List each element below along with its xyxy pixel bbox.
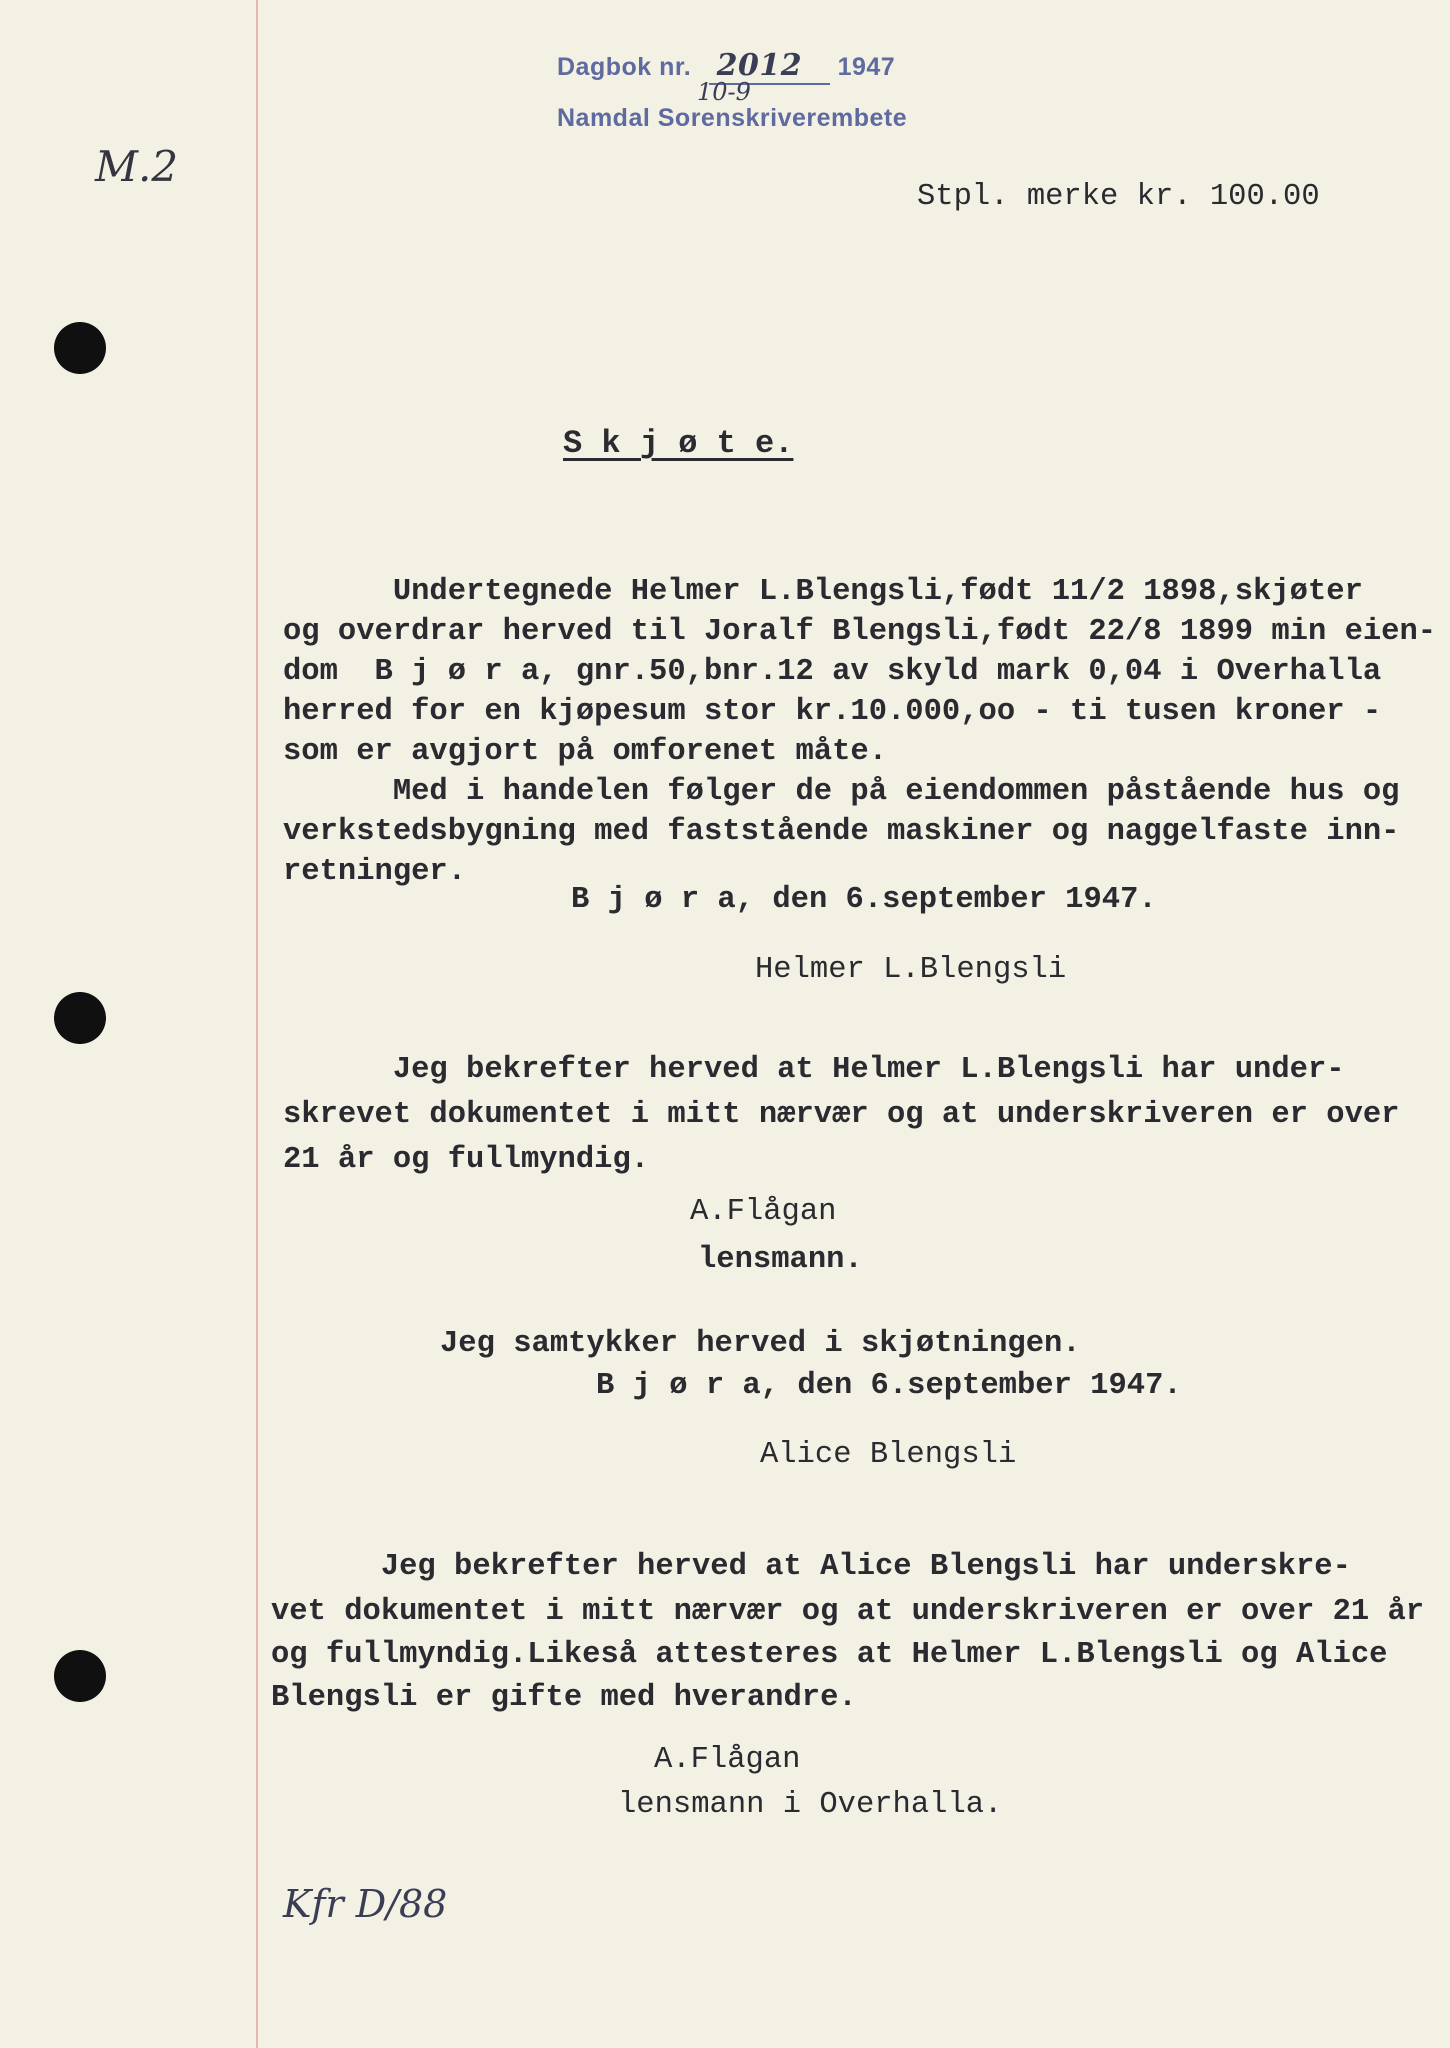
body-line: Blengsli er gifte med hverandre.	[271, 1681, 857, 1715]
dagbok-year: 1947	[837, 53, 896, 81]
attester-title: lensmann.	[698, 1243, 863, 1277]
body-line: og overdrar herved til Joralf Blengsli,født 22/8 1899 min eien-	[283, 615, 1437, 649]
punch-hole	[54, 992, 106, 1044]
consent-line: Jeg samtykker herved i skjøtningen.	[440, 1327, 1081, 1361]
body-line: dom B j ø r a, gnr.50,bnr.12 av skyld mark 0,04 i Overhalla	[283, 655, 1382, 689]
body-line: retninger.	[283, 855, 467, 889]
margin-rule	[256, 0, 258, 2048]
body-line: skrevet dokumentet i mitt nærvær og at underskriveren er over	[283, 1098, 1400, 1132]
attester-name: A.Flågan	[690, 1195, 837, 1229]
body-line: 21 år og fullmyndig.	[283, 1143, 650, 1177]
dagbok-label: Dagbok nr.	[557, 53, 692, 81]
body-line: verkstedsbygning med faststående maskiner og naggelfaste inn-	[283, 815, 1400, 849]
attester-title: lensmann i Overhalla.	[618, 1788, 1003, 1822]
dagbok-number: 2012	[709, 48, 831, 85]
body-line: som er avgjort på omforenet måte.	[283, 735, 887, 769]
body-line: Med i handelen følger de på eiendommen påstående hus og	[283, 775, 1400, 809]
signature-name: Helmer L.Blengsli	[755, 953, 1067, 987]
punch-hole	[54, 322, 106, 374]
body-line: og fullmyndig.Likeså attesteres at Helmer L.Blengsli og Alice	[271, 1638, 1388, 1672]
document-title: S k j ø t e.	[563, 425, 794, 462]
margin-mark-bottom: Kfr D/88	[283, 1882, 448, 1926]
margin-mark-top: M.2	[95, 142, 179, 191]
place-date: B j ø r a, den 6.september 1947.	[571, 883, 1157, 917]
stamp-date: 10-9	[697, 78, 751, 106]
body-line: Jeg bekrefter herved at Alice Blengsli har underskre-	[271, 1550, 1351, 1584]
office-name: Namdal Sorenskriverembete	[557, 104, 908, 132]
body-line: herred for en kjøpesum stor kr.10.000,oo - ti tusen kroner -	[283, 695, 1382, 729]
attester-name: A.Flågan	[654, 1743, 801, 1777]
signature-name: Alice Blengsli	[760, 1438, 1017, 1472]
body-line: Jeg bekrefter herved at Helmer L.Blengsli har under-	[283, 1053, 1345, 1087]
place-date: B j ø r a, den 6.september 1947.	[596, 1369, 1182, 1403]
body-line: Undertegnede Helmer L.Blengsli,født 11/2 1898,skjøter	[283, 575, 1363, 609]
stamp-fee: Stpl. merke kr. 100.00	[917, 180, 1320, 214]
body-line: vet dokumentet i mitt nærvær og at underskriveren er over 21 år	[271, 1595, 1425, 1629]
punch-hole	[54, 1650, 106, 1702]
